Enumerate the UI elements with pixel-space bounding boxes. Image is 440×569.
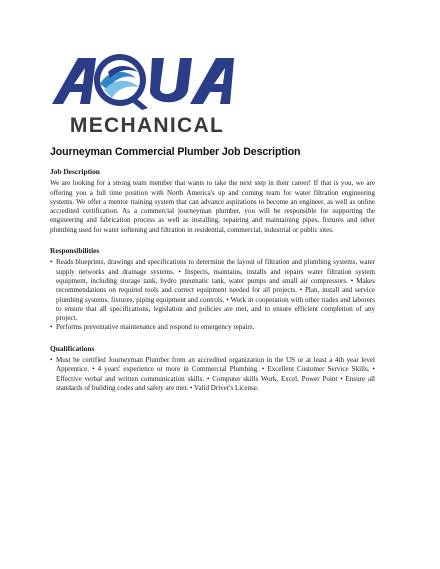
- responsibilities-section: [50, 246, 375, 333]
- wave-swirl-icon: [94, 54, 148, 110]
- qualifications-list: [50, 356, 375, 393]
- company-logo: [50, 48, 245, 140]
- logo-letter-a-left: [52, 58, 96, 104]
- logo-wordmark-bottom: MECHANICAL: [69, 114, 225, 137]
- list-item: • Must be certified Journeyman Plumber from an accredited organization in the US or at least a 4th year level Apprentice. • 4 years' experience or more in Commercial Plumbing. • Excellent Customer Service Skills. • Effective verbal and written communication skills. • Computer skills Work, Excel, Power Point • Ensure all standards of building codes and safety are met. • Valid Driver's License.: [50, 356, 375, 393]
- qualifications-heading: Qualifications: [50, 343, 95, 353]
- responsibilities-list: [50, 258, 375, 332]
- document-body: [50, 167, 375, 393]
- page-title: Journeyman Commercial Plumber Job Description: [50, 146, 301, 158]
- logo-letter-a-right: [190, 58, 234, 104]
- list-item: • Performs preventative maintenance and respond to emergency repairs.: [50, 323, 375, 332]
- job-description-text: We are looking for a strong team member that wants to take the next step in their career! If that is you, we are offering you a full time position with North America's up and coming team for water filtration engineering systems. We offer a mentor training system that can advance aspirations to become an engineer, as well as online accredited certification. As a commercial journeyman plumber, you will be responsible for supporting the engineering and fabrication process as well as installing, repairing and maintaining pipes, fixtures and other plumbing used for water softening and filtration in residential, commercial, industrial or public sites.: [50, 179, 375, 234]
- aqua-mechanical-logo: [50, 48, 245, 140]
- responsibilities-heading: Responsibilities: [50, 246, 100, 256]
- list-item: • Reads blueprints, drawings and specifications to determine the layout of filtration and plumbing systems, water supply networks and drainage systems. • Inspects, maintains, installs and repairs water filtration system equipment, including storage tank, hydro pneumatic tank, water pumps and small air compressors. • Makes recommendations on required tools and correct equipment needed for all projects. • Plan, install and service plumbing systems, fixtures, piping equipment and controls. • Work in cooperation with other trades and laborers to ensure that all specifications, legislation and policies are met, and to ensure efficient completion of any project.: [50, 258, 375, 323]
- logo-letter-u: [150, 58, 192, 102]
- job-description-section: [50, 167, 375, 235]
- qualifications-section: [50, 344, 375, 393]
- job-description-heading: Job Description: [50, 167, 100, 176]
